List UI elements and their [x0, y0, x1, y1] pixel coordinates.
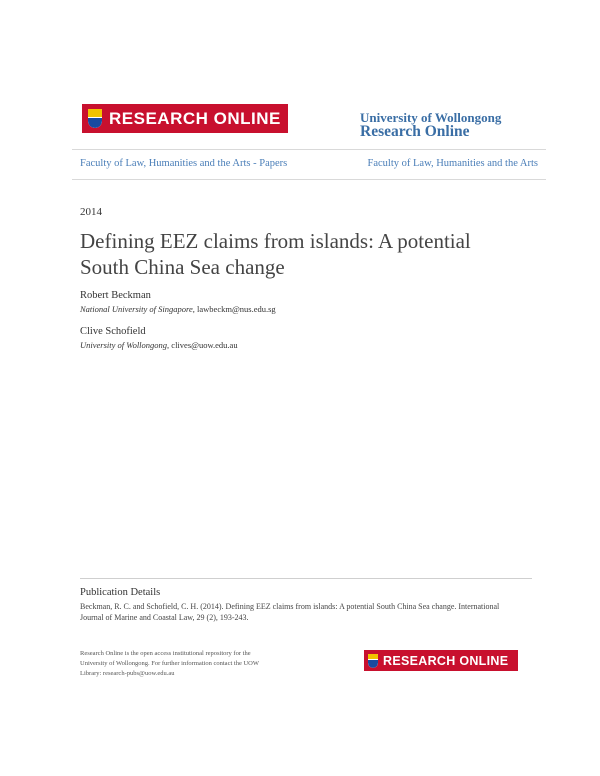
notice-line: University of Wollongong. For further information contact the UOW — [80, 660, 259, 667]
author-affiliation — [80, 340, 238, 350]
collection-link-papers[interactable]: Faculty of Law, Humanities and the Arts - Papers — [80, 158, 288, 169]
publication-details-heading: Publication Details — [80, 587, 161, 598]
paper-title — [80, 228, 540, 280]
research-online-logo[interactable] — [82, 104, 288, 133]
publication-citation — [80, 601, 520, 623]
author-email[interactable]: , lawbeckm@nus.edu.sg — [192, 304, 276, 314]
divider — [72, 149, 546, 150]
title-line: South China Sea change — [80, 255, 285, 279]
author-affiliation — [80, 304, 276, 314]
repository-name[interactable]: Research Online — [360, 123, 470, 140]
publication-year: 2014 — [80, 206, 102, 218]
affiliation-name: University of Wollongong — [80, 340, 168, 350]
logo-text: RESEARCH ONLINE — [109, 108, 281, 128]
shield-icon — [368, 654, 378, 668]
citation-line: Journal of Marine and Coastal Law, 29 (2), 193-243. — [80, 613, 249, 622]
citation-line: Beckman, R. C. and Schofield, C. H. (2014). Defining EEZ claims from islands: A potential South China Sea change. International — [80, 602, 500, 611]
divider — [72, 179, 546, 180]
notice-line-contact[interactable]: Library: research-pubs@uow.edu.au — [80, 670, 175, 677]
notice-line: Research Online is the open access institutional repository for the — [80, 650, 251, 657]
author-name[interactable]: Robert Beckman — [80, 290, 151, 301]
research-online-footer-logo[interactable] — [364, 650, 518, 671]
logo-text: RESEARCH ONLINE — [383, 653, 509, 668]
title-line: Defining EEZ claims from islands: A potential — [80, 229, 471, 253]
shield-icon — [88, 109, 102, 128]
divider — [80, 578, 532, 579]
institution-name[interactable]: University of Wollongong — [360, 110, 502, 125]
repository-notice — [80, 649, 310, 679]
author-email[interactable]: , clives@uow.edu.au — [167, 340, 238, 350]
collection-link-faculty[interactable]: Faculty of Law, Humanities and the Arts — [367, 158, 538, 169]
affiliation-name: National University of Singapore — [80, 304, 193, 314]
author-name[interactable]: Clive Schofield — [80, 326, 146, 337]
